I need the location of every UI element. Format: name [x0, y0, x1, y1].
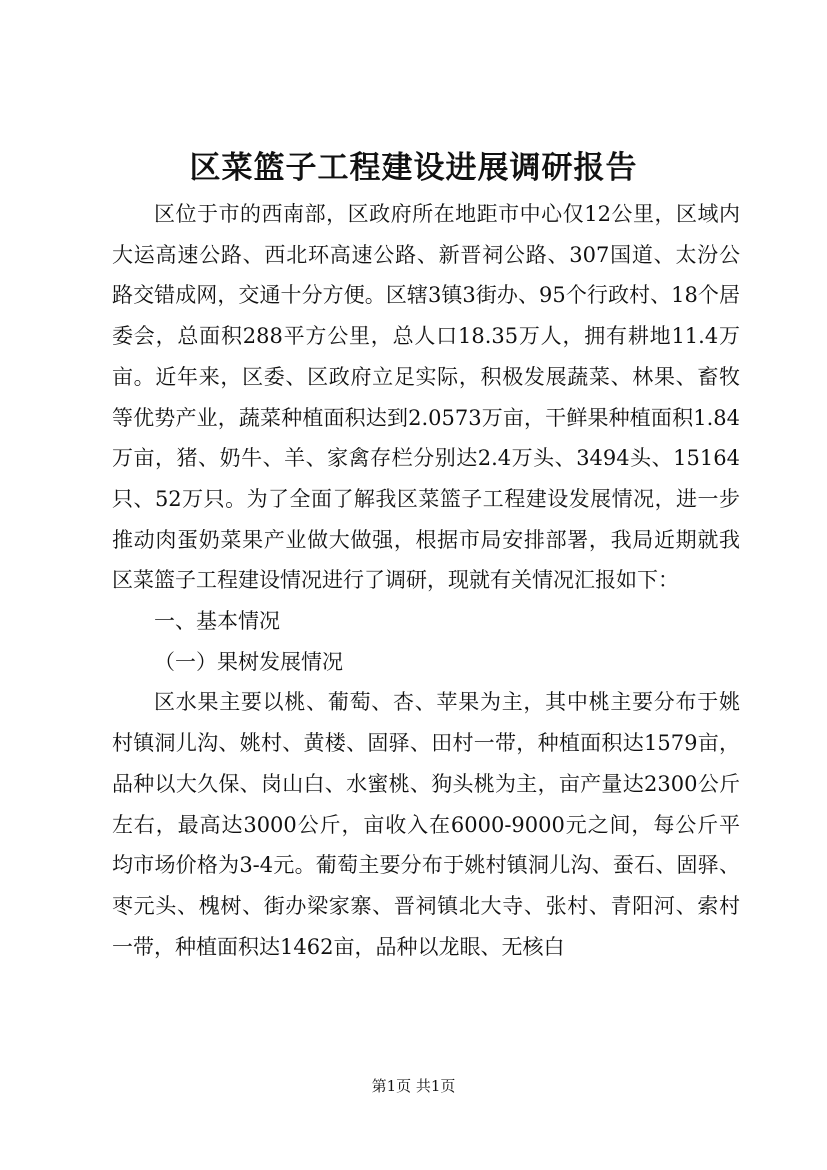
- document-title: 区菜篮子工程建设进展调研报告: [189, 150, 638, 186]
- paragraph-fruit-details: 区水果主要以桃、葡萄、杏、苹果为主，其中桃主要分布于姚村镇洞儿沟、姚村、黄楼、固驿、田村一带，种植面积达1579亩，品种以大久保、岗山白、水蜜桃、狗头桃为主，亩产量达2300公斤左右，最高达3000公斤，亩收入在6000-9000元之间，每公斤平均市场价格为3-4元。葡萄主要分布于姚村镇洞儿沟、蚕石、固驿、枣元头、槐树、街办梁家寨、晋祠镇北大寺、张村、青阳河、索村一带，种植面积达1462亩，品种以龙眼、无核白: [112, 690, 740, 959]
- page-footer: 第1页 共1页: [371, 1077, 456, 1095]
- document-body: [112, 194, 740, 967]
- subheading-fruit-trees: （一）果树发展情况: [154, 649, 343, 674]
- paragraph-intro: 区位于市的西南部，区政府所在地距市中心仅12公里，区域内大运高速公路、西北环高速公路、新晋祠公路、307国道、太汾公路交错成网，交通十分方便。区辖3镇3街办、95个行政村、18个居委会，总面积288平方公里，总人口18.35万人，拥有耕地11.4万亩。近年来，区委、区政府立足实际，积极发展蔬菜、林果、畜牧等优势产业，蔬菜种植面积达到2.0573万亩，干鲜果种植面积1.84万亩，猪、奶牛、羊、家禽存栏分别达2.4万头、3494头、15164只、52万只。为了全面了解我区菜篮子工程建设发展情况，进一步推动肉蛋奶菜果产业做大做强，根据市局安排部署，我局近期就我区菜篮子工程建设情况进行了调研，现就有关情况汇报如下：: [112, 202, 740, 593]
- heading-basic-situation: 一、基本情况: [154, 609, 280, 634]
